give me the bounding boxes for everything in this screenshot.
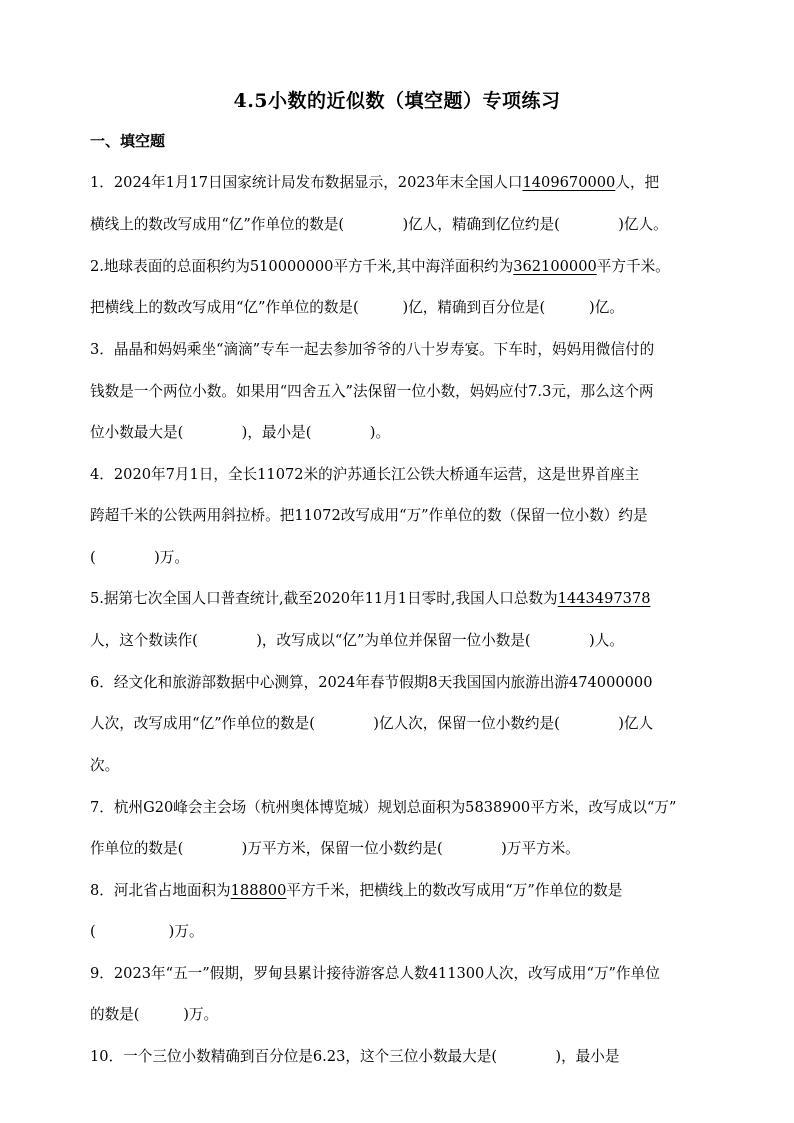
question-6-line-3: 次。 xyxy=(90,757,120,774)
question-6-line-1: 6．经文化和旅游部数据中心测算，2024年春节假期8天我国国内旅游出游474000000 xyxy=(90,674,653,691)
question-8-text-b: 平方千米，把横线上的数改写成用“万”作单位的数是 xyxy=(286,882,623,899)
question-5-text-a: 5.据第七次全国人口普查统计,截至2020年11月1日零时,我国人口总数为 xyxy=(90,590,558,607)
question-1-text-a: 1．2024年1月17日国家统计局发布数据显示，2023年末全国人口 xyxy=(90,174,523,191)
question-4-line-3: ( )万。 xyxy=(90,549,189,566)
question-1-text-b: 人，把 xyxy=(615,174,660,191)
underlined-number: 362100000 xyxy=(513,258,597,275)
question-9-line-1: 9．2023年“五一”假期，罗甸县累计接待游客总人数411300人次，改写成用“万”作单位 xyxy=(90,965,660,982)
question-4-line-1: 4．2020年7月1日，全长11072米的沪苏通长江公铁大桥通车运营，这是世界首座主 xyxy=(90,466,640,483)
question-3-line-1: 3．晶晶和妈妈乘坐“滴滴”专车一起去参加爷爷的八十岁寿宴。下车时，妈妈用微信付的 xyxy=(90,341,655,358)
question-1-line-2: 横线上的数改写成用“亿”作单位的数是( )亿人，精确到亿位约是( )亿人。 xyxy=(90,216,668,233)
page-title: 4.5小数的近似数（填空题）专项练习 xyxy=(233,90,561,112)
question-3-line-3: 位小数最大是( )，最小是( )。 xyxy=(90,424,391,441)
question-10-line-1: 10．一个三位小数精确到百分位是6.23，这个三位小数最大是( )，最小是 xyxy=(90,1048,620,1065)
question-8-line-1 xyxy=(90,879,622,900)
question-6-line-2: 人次，改写成用“亿”作单位的数是( )亿人次，保留一位小数约是( )亿人 xyxy=(90,715,654,732)
question-8-line-2: ( )万。 xyxy=(90,923,204,940)
question-8-text-a: 8．河北省占地面积为 xyxy=(90,882,231,899)
question-4-line-2: 跨超千米的公铁两用斜拉桥。把11072改写成用“万”作单位的数（保留一位小数）约是 xyxy=(90,507,648,524)
question-2-text-b: 平方千米。 xyxy=(596,258,670,275)
question-3-line-2: 钱数是一个两位小数。如果用“四舍五入”法保留一位小数，妈妈应付7.3元，那么这个两 xyxy=(90,383,654,400)
question-1-line-1 xyxy=(90,171,659,192)
underlined-number: 1409670000 xyxy=(522,174,616,191)
underlined-number: 188800 xyxy=(230,882,287,899)
question-2-text-a: 2.地球表面的总面积约为510000000平方千米,其中海洋面积约为 xyxy=(90,258,514,275)
question-2-line-2: 把横线上的数改写成用“亿”作单位的数是( )亿，精确到百分位是( )亿。 xyxy=(90,299,624,316)
underlined-number: 1443497378 xyxy=(557,590,651,607)
question-2-line-1 xyxy=(90,255,670,276)
question-9-line-2: 的数是( )万。 xyxy=(90,1006,219,1023)
question-7-line-2: 作单位的数是( )万平方米，保留一位小数约是( )万平方米。 xyxy=(90,840,580,857)
question-5-line-1 xyxy=(90,587,651,608)
question-5-line-2: 人，这个数读作( )，改写成以“亿”为单位并保留一位小数是( )人。 xyxy=(90,632,624,649)
question-7-line-1: 7．杭州G20峰会主会场（杭州奥体博览城）规划总面积为5838900平方米，改写成以“万” xyxy=(90,799,677,816)
section-heading: 一、填空题 xyxy=(90,132,166,150)
